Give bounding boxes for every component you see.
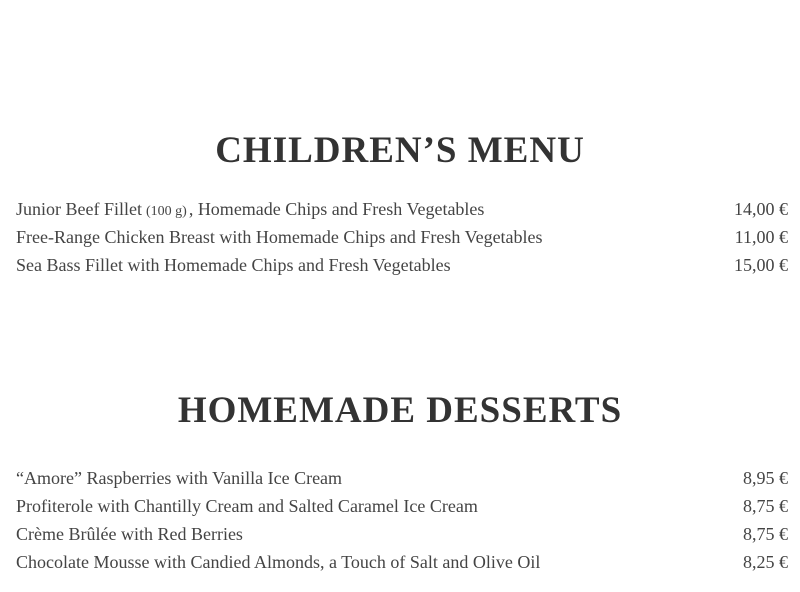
childrens-menu-list xyxy=(16,195,788,279)
menu-item-price: 8,75 € xyxy=(743,496,788,516)
menu-item xyxy=(16,464,788,492)
menu-item-price: 11,00 € xyxy=(734,227,788,247)
menu-item xyxy=(16,492,788,520)
menu-item-price: 8,75 € xyxy=(743,524,788,544)
childrens-menu-title: CHILDREN’S MENU xyxy=(215,130,585,171)
menu-item xyxy=(16,223,788,251)
menu-item xyxy=(16,251,788,279)
menu-item xyxy=(16,548,788,576)
menu-item-name-main: Junior Beef Fillet xyxy=(16,199,142,219)
menu-item-name: Chocolate Mousse with Candied Almonds, a Touch of Salt and Olive Oil xyxy=(16,552,541,572)
menu-item-price: 8,25 € xyxy=(743,552,788,572)
menu-item-price: 15,00 € xyxy=(734,255,788,275)
menu-item-price: 8,95 € xyxy=(743,468,788,488)
desserts-section xyxy=(0,388,800,572)
menu-item-name: Sea Bass Fillet with Homemade Chips and Fresh Vegetables xyxy=(16,255,451,275)
menu-item-name: Crème Brûlée with Red Berries xyxy=(16,524,243,544)
menu-item xyxy=(16,195,788,223)
menu-item xyxy=(16,520,788,548)
menu-item-weight: (100 g) xyxy=(145,204,187,219)
desserts-title: HOMEMADE DESSERTS xyxy=(177,390,623,431)
menu-item-name xyxy=(16,195,484,226)
menu-item-name-rest: , Homemade Chips and Fresh Vegetables xyxy=(188,199,485,219)
menu-item-price: 14,00 € xyxy=(734,199,788,219)
desserts-list xyxy=(16,464,788,576)
childrens-menu-section xyxy=(0,128,800,275)
menu-item-name: Profiterole with Chantilly Cream and Salted Caramel Ice Cream xyxy=(16,496,478,516)
menu-item-name: Free-Range Chicken Breast with Homemade Chips and Fresh Vegetables xyxy=(16,227,543,247)
menu-item-name: “Amore” Raspberries with Vanilla Ice Cream xyxy=(16,468,343,488)
